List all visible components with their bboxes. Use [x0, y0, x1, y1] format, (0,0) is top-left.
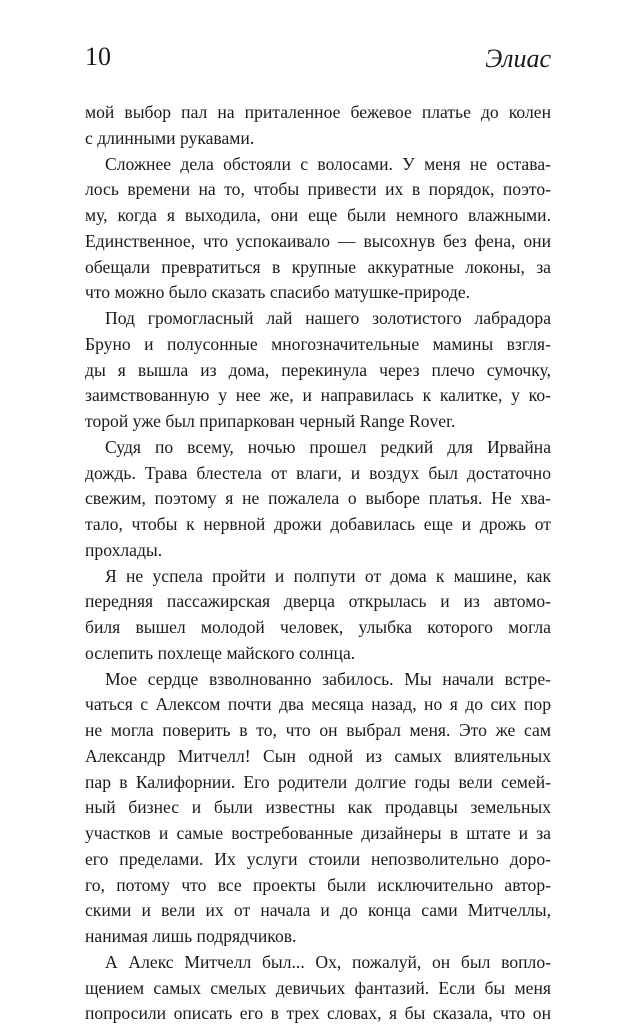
text-line: попросили описать его в трех словах, я бы сказала, что он [85, 1003, 551, 1024]
text-line: му, когда я выходила, они еще были немного влажными. [85, 205, 551, 225]
text-line: Под громогласный лай нашего золотистого лабрадора [105, 308, 551, 328]
running-head-title: Элиас [485, 44, 551, 73]
text-line: Бруно и полусонные многозначительные мамины взгля- [85, 333, 551, 354]
text-line: свежим, поэтому я не пожалела о выборе платья. Не хва- [85, 488, 551, 509]
text-line: не могла поверить в то, что он выбрал меня. Это же сам [85, 720, 551, 740]
text-line: с длинными рукавами. [85, 127, 255, 148]
text-line: чаться с Алексом почти два месяца назад, но я до сих пор [85, 694, 551, 715]
text-line: лось времени на то, чтобы привести их в порядок, поэто- [85, 179, 551, 200]
text-line: Единственное, что успокаивало — высохнув без фена, они [85, 230, 551, 251]
text-line: А Алекс Митчелл был... Ох, пожалуй, он был вопло- [105, 951, 551, 972]
paragraph [85, 152, 551, 307]
text-line: Сложнее дела обстояли с волосами. У меня не остава- [105, 153, 551, 174]
text-line: тало, чтобы к нервной дрожи добавилась еще и дрожь от [85, 514, 551, 534]
text-line: передняя пассажирская дверца открылась и из автомо- [85, 591, 551, 612]
text-line: го, потому что все проекты были исключительно автор- [85, 874, 551, 895]
text-line: Я не успела пройти и полпути от дома к машине, как [105, 565, 551, 586]
text-line: щением самых смелых девичьих фантазий. Если бы меня [85, 977, 551, 998]
paragraph [85, 435, 551, 564]
text-line: обещали превратиться в крупные аккуратные локоны, за [85, 256, 551, 277]
text-line: участков и самые востребованные дизайнеры в штате и за [85, 823, 551, 843]
text-line: заимствованную у нее же, и направилась к калитке, у ко- [85, 385, 551, 406]
text-line: прохлады. [85, 539, 163, 560]
paragraph [85, 950, 551, 1027]
text-line: мой выбор пал на приталенное бежевое платье до колен [85, 102, 551, 122]
text-line: ный бизнес и были известны как продавцы земельных [85, 797, 551, 818]
text-line: его пределами. Их услуги стоили непозволительно доро- [85, 848, 551, 869]
text-line: торой уже был припаркован черный Range Rover. [85, 411, 456, 431]
text-line: ослепить похлеще майского солнца. [85, 642, 356, 663]
text-line: пар в Калифорнии. Его родители долгие годы вели семей- [85, 771, 551, 792]
text-line: нанимая лишь подрядчиков. [85, 926, 297, 946]
page-number: 10 [85, 42, 111, 71]
text-line: скими и вели их от начала и до конца сами Митчеллы, [85, 900, 551, 921]
text-line: Александр Митчелл! Сын одной из самых влиятельных [85, 745, 551, 766]
paragraph [85, 306, 551, 435]
paragraph [85, 667, 551, 950]
paragraph [85, 100, 551, 152]
text-line: биля вышел молодой человек, улыбка которого могла [85, 617, 551, 637]
text-line: Судя по всему, ночью прошел редкий для Ирвайна [105, 436, 551, 457]
text-line: Мое сердце взволнованно забилось. Мы начали встре- [105, 668, 551, 689]
text-line: дождь. Трава блестела от влаги, и воздух был достаточно [85, 462, 551, 483]
text-line: что можно было сказать спасибо матушке-природе. [85, 282, 471, 303]
paragraph [85, 564, 551, 667]
text-line: ды я вышла из дома, перекинула через плечо сумочку, [85, 359, 551, 380]
body-text [85, 100, 551, 1027]
